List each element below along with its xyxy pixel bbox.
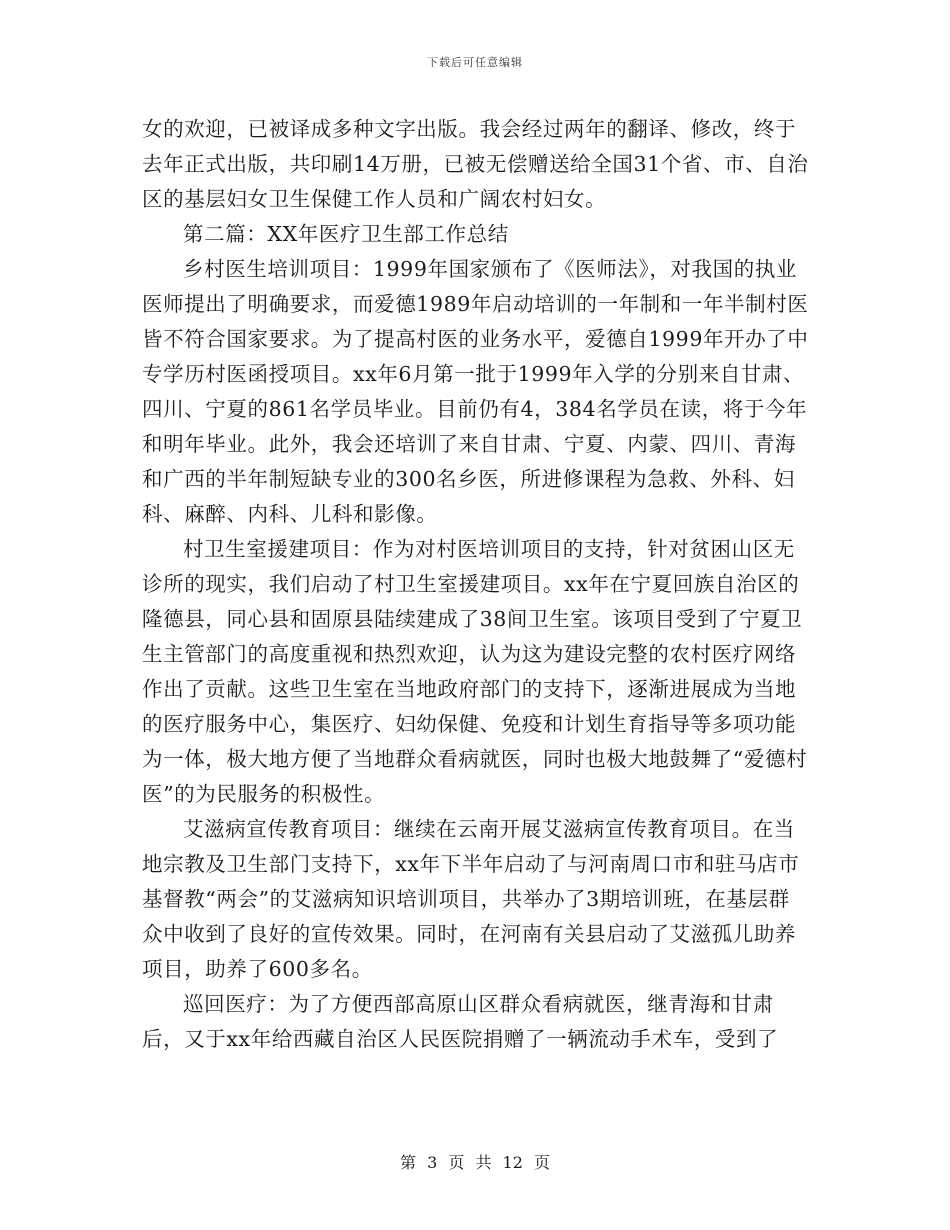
paragraph-1: 女的欢迎，已被译成多种文字出版。我会经过两年的翻译、修改，终于去年正式出版，共印刷14万册，已被无偿赠送给全国31个省、市、自治区的基层妇女卫生保健工作人员和广阔农村妇女。 bbox=[142, 117, 809, 211]
section-heading: 第二篇：XX年医疗卫生部工作总结 bbox=[183, 222, 509, 246]
paragraph-village-doctor-training: 乡村医生培训项目：1999年国家颁布了《医师法》，对我国的执业医师提出了明确要求，而爱德1989年启动培训的一年制和一年半制村医皆不符合国家要求。为了提高村医的业务水平，爱德自1999年开办了中专学历村医函授项目。xx年6月第一批于1999年入学的分别来自甘肃、四川、宁夏的861名学员毕业。目前仍有4，384名学员在读，将于今年和明年毕业。此外，我会还培训了来自甘肃、宁夏、内蒙、四川、青海和广西的半年制短缺专业的300名乡医，所进修课程为急救、外科、妇科、麻醉、内科、儿科和影像。 bbox=[142, 257, 809, 526]
paragraph-mobile-medical: 巡回医疗：为了方便西部高原山区群众看病就医，继青海和甘肃后，又于xx年给西藏自治区人民医院捐赠了一辆流动手术车，受到了 bbox=[142, 992, 779, 1051]
paragraph-village-clinic: 村卫生室援建项目：作为对村医培训项目的支持，针对贫困山区无诊所的现实，我们启动了村卫生室援建项目。xx年在宁夏回族自治区的隆德县，同心县和固原县陆续建成了38间卫生室。该项目受到了宁夏卫生主管部门的高度重视和热烈欢迎，认为这为建设完整的农村医疗网络作出了贡献。这些卫生室在当地政府部门的支持下，逐渐进展成为当地的医疗服务中心，集医疗、妇幼保健、免疫和计划生育指导等多项功能为一体，极大地方便了当地群众看病就医，同时也极大地鼓舞了“爱德村医”的为民服务的积极性。 bbox=[142, 537, 808, 806]
page-number: 第 3 页 共 12 页 bbox=[400, 1153, 550, 1172]
paragraph-aids-education: 艾滋病宣传教育项目：继续在云南开展艾滋病宣传教育项目。在当地宗教及卫生部门支持下，xx年下半年启动了与河南周口市和驻马店市基督教“两会”的艾滋病知识培训项目，共举办了3期培训班，在基层群众中收到了良好的宣传效果。同时，在河南有关县启动了艾滋孤儿助养项目，助养了600多名。 bbox=[142, 817, 800, 981]
document-body bbox=[142, 112, 810, 1057]
header-note: 下载后可任意编辑 bbox=[427, 56, 523, 69]
